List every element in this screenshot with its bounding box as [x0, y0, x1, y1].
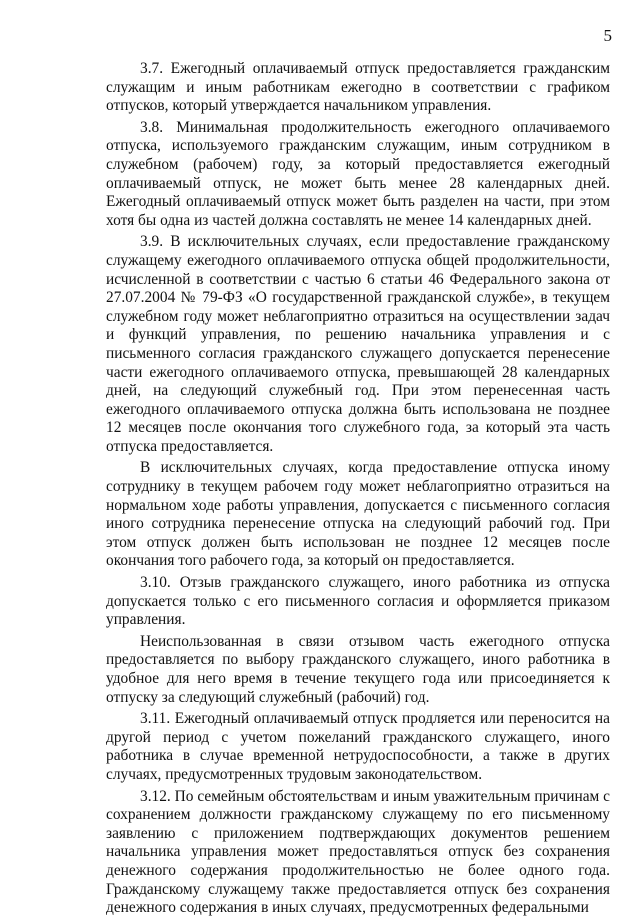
paragraph-3-12: 3.12. По семейным обстоятельствам и иным уважительным причинам с сохранением должности гражданскому служащему по его письменному заявлению с приложением подтверждающих документов решением начальника управления может предоставляться отпуск без сохранения денежного содержания продолжительностью не более одного года. Гражданскому служащему также предоставляется отпуск без сохранения денежного содержания в иных случаях, предусмотренных федеральными: [106, 787, 610, 917]
paragraph-3-11: 3.11. Ежегодный оплачиваемый отпуск продляется или переносится на другой период с учетом пожеланий гражданского служащего, иного работника в случае временной нетрудоспособности, а также в других случаях, предусмотренных трудовым законодательством.: [106, 710, 610, 783]
paragraph-3-9-exceptional: В исключительных случаях, когда предоставление отпуска иному сотруднику в текущем рабочем году может неблагоприятно отразиться на нормальном ходе работы управления, допускается с письменного согласия иного сотрудника перенесение отпуска на следующий рабочий год. При этом отпуск должен быть использован не позднее 12 месяцев после окончания того рабочего года, за который он предоставляется.: [106, 459, 610, 570]
document-body: [106, 60, 610, 921]
paragraph-3-7: 3.7. Ежегодный оплачиваемый отпуск предоставляется гражданским служащим и иным работникам ежегодно в соответствии с графиком отпусков, который утверждается начальником управления.: [106, 60, 610, 115]
page-number: 5: [603, 26, 612, 45]
paragraph-3-9: 3.9. В исключительных случаях, если предоставление гражданскому служащему ежегодного оплачиваемого отпуска общей продолжительности, исчисленной в соответствии с частью 6 статьи 46 Федерального закона от 27.07.2004 № 79-ФЗ «О государственной гражданской службе», в текущем служебном году может неблагоприятно отразиться на осуществлении задач и функций управления, по решению начальника управления и с письменного согласия гражданского служащего допускается перенесение части ежегодного оплачиваемого отпуска, превышающей 28 календарных дней, на следующий служебный год. При этом перенесенная часть ежегодного оплачиваемого отпуска должна быть использована не позднее 12 месяцев после окончания того служебного года, за который эта часть отпуска предоставляется.: [106, 233, 610, 455]
paragraph-3-10: 3.10. Отзыв гражданского служащего, иного работника из отпуска допускается только с его письменного согласия и оформляется приказом управления.: [106, 574, 610, 629]
paragraph-3-10-unused: Неиспользованная в связи отзывом часть ежегодного отпуска предоставляется по выбору гражданского служащего, иного работника в удобное для него время в течение текущего года или присоединяется к отпуску за следующий служебный (рабочий) год.: [106, 632, 610, 706]
paragraph-3-8: 3.8. Минимальная продолжительность ежегодного оплачиваемого отпуска, используемого гражданским служащим, иным сотрудником в служебном (рабочем) году, за который предоставляется ежегодный оплачиваемый отпуск, не может быть менее 28 календарных дней. Ежегодный оплачиваемый отпуск может быть разделен на части, при этом хотя бы одна из частей должна составлять не менее 14 календарных дней.: [106, 118, 610, 229]
